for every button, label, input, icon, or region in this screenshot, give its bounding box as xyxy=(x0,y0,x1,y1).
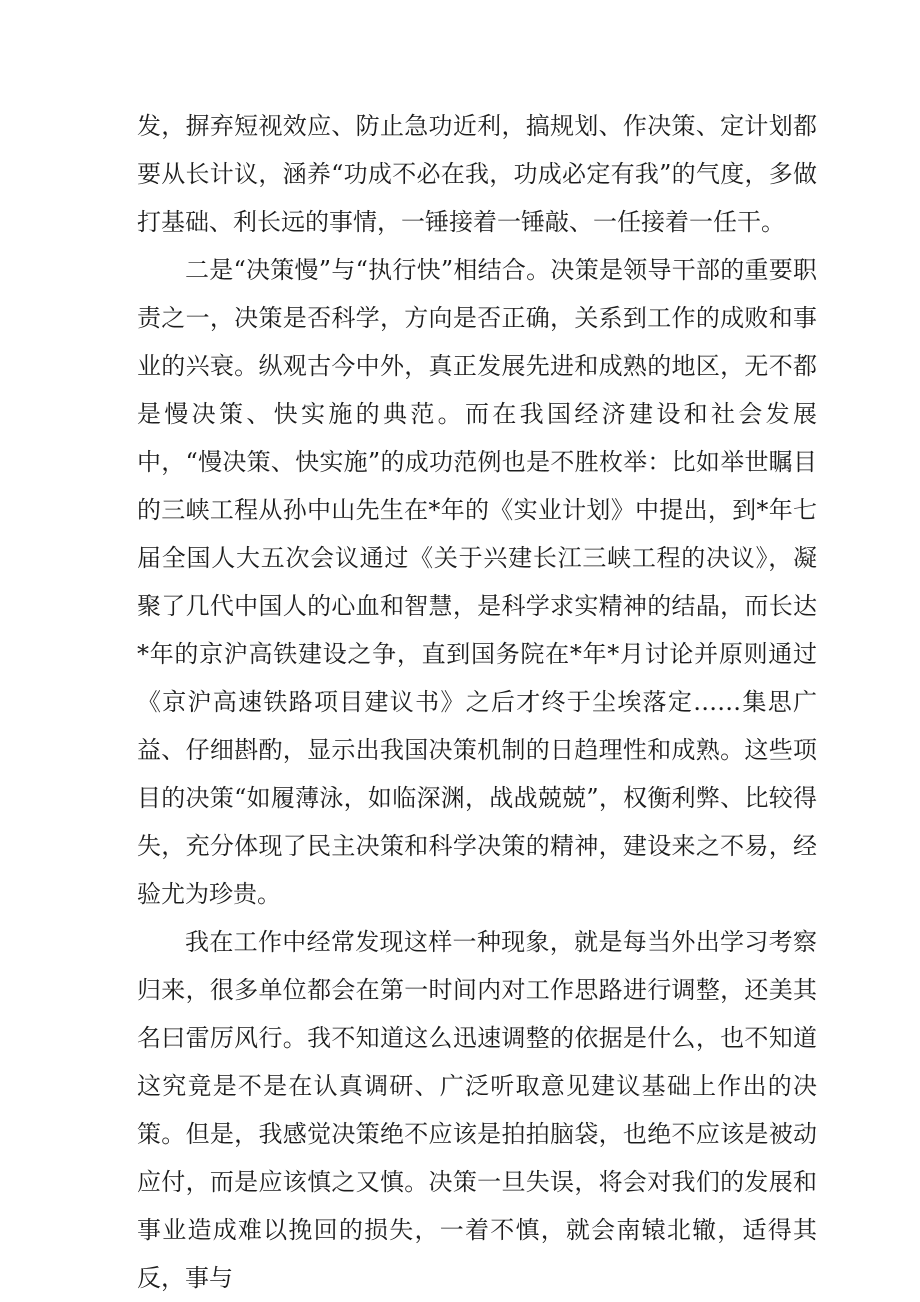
document-body xyxy=(137,102,817,1302)
paragraph-continuation: 发，摒弃短视效应、防止急功近利，搞规划、作决策、定计划都要从长计议，涵养“功成不必在我，功成必定有我”的气度，多做打基础、利长远的事情，一锤接着一锤敲、一任接着一任干。 xyxy=(137,112,817,236)
paragraph-decision-slow-execution-fast: 二是“决策慢”与“执行快”相结合。决策是领导干部的重要职责之一，决策是否科学，方向是否正确，关系到工作的成败和事业的兴衰。纵观古今中外，真正发展先进和成熟的地区，无不都是慢决策、快实施的典范。而在我国经济建设和社会发展中，“慢决策、快实施”的成功范例也是不胜枚举：比如举世瞩目的三峡工程从孙中山先生在*年的《实业计划》中提出，到*年七届全国人大五次会议通过《关于兴建长江三峡工程的决议》，凝聚了几代中国人的心血和智慧，是科学求实精神的结晶，而长达*年的京沪高铁建设之争，直到国务院在*年*月讨论并原则通过《京沪高速铁路项目建议书》之后才终于尘埃落定……集思广益、仔细斟酌，显示出我国决策机制的日趋理性和成熟。这些项目的决策“如履薄泳，如临深渊，战战兢兢”，权衡利弊、比较得失，充分体现了民主决策和科学决策的精神，建设来之不易，经验尤为珍贵。 xyxy=(137,256,817,908)
paragraph-personal-observation: 我在工作中经常发现这样一种现象，就是每当外出学习考察归来，很多单位都会在第一时间内对工作思路进行调整，还美其名曰雷厉风行。我不知道这么迅速调整的依据是什么，也不知道这究竟是不是在认真调研、广泛听取意见建议基础上作出的决策。但是，我感觉决策绝不应该是拍拍脑袋，也绝不应该是被动应付，而是应该慎之又慎。决策一旦失误，将会对我们的发展和事业造成难以挽回的损失，一着不慎，就会南辕北辙，适得其反，事与 xyxy=(137,928,817,1292)
